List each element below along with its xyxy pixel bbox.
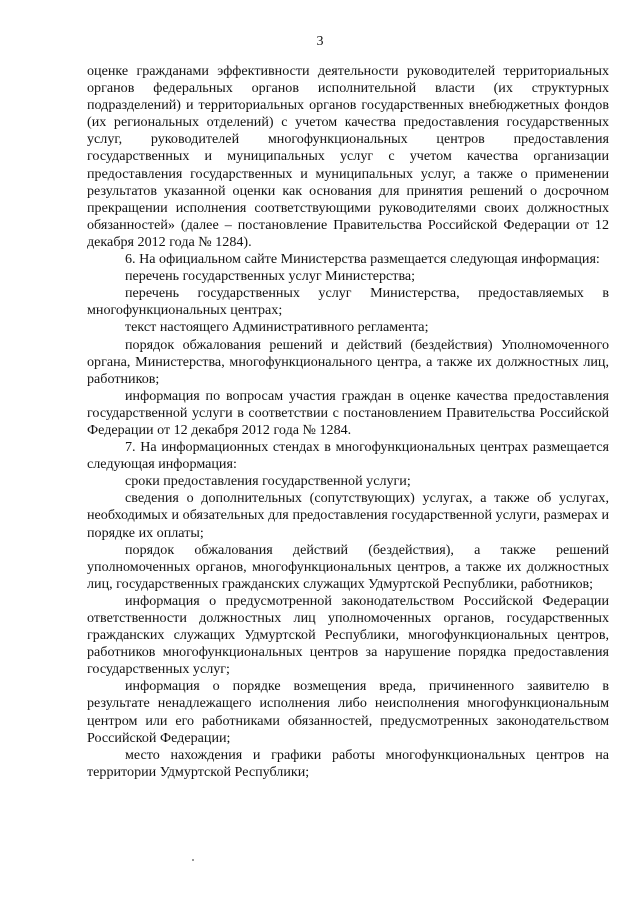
list-item: сроки предоставления государственной услуги; bbox=[125, 473, 411, 490]
list-item: перечень государственных услуг Министерства; bbox=[125, 268, 416, 285]
list-item: сведения о дополнительных (сопутствующих) услугах, а также об услугах, необходимых и обязательных для предоставления государственной услуги, размерах и порядке их оплаты; bbox=[87, 490, 609, 541]
list-item: информация о предусмотренной законодательством Российской Федерации ответственности должностных лиц уполномоченных органов, государственных гражданских служащих Удмуртской Республики, многофункциональных центров, работников многофункциональных центров за нарушение порядка предоставления государственных услуг; bbox=[87, 592, 609, 678]
list-item: текст настоящего Административного регламента; bbox=[125, 319, 429, 336]
list-item: информация по вопросам участия граждан в оценке качества предоставления государственной услуги в соответствии с постановлением Правительства Российской Федерации от 12 декабря 2012 года № 1284. bbox=[87, 387, 609, 438]
list-item: порядок обжалования действий (бездействия), а также решений уполномоченных органов, многофункциональных центров, а также их должностных лиц, государственных гражданских служащих Удмуртской Республики, работников; bbox=[87, 541, 609, 592]
paragraph-continuation: оценке гражданами эффективности деятельности руководителей территориальных органов федеральных органов исполнительной власти (их структурных подразделений) и территориальных органов государственных внебюджетных фондов (их региональных отделений) с учетом качества предоставления государственных услуг, руководителей многофункциональных центров предоставления государственных и муниципальных услуг с учетом качества организации предоставления государственных и муниципальных услуг, а также о применении результатов указанной оценки как основания для принятия решений о досрочном прекращении исполнения соответствующими руководителями своих должностных обязанностей» (далее – постановление Правительства Российской Федерации от 12 декабря 2012 года № 1284). bbox=[87, 63, 609, 250]
scan-speck bbox=[192, 859, 194, 861]
paragraph-item-6: 6. На официальном сайте Министерства размещается следующая информация: bbox=[125, 251, 600, 268]
list-item: место нахождения и графики работы многофункциональных центров на территории Удмуртской Республики; bbox=[87, 746, 609, 780]
page-number: 3 bbox=[316, 34, 324, 49]
list-item: информация о порядке возмещения вреда, причиненного заявителю в результате ненадлежащего исполнения либо неисполнения многофункциональным центром или его работниками обязанностей, предусмотренных законодательством Российской Федерации; bbox=[87, 678, 609, 746]
list-item: порядок обжалования решений и действий (бездействия) Уполномоченного органа, Министерства, многофункционального центра, а также их должностных лиц, работников; bbox=[87, 336, 609, 387]
document-body bbox=[87, 63, 609, 781]
paragraph-item-7: 7. На информационных стендах в многофункциональных центрах размещается следующая информация: bbox=[87, 439, 609, 473]
list-item: перечень государственных услуг Министерства, предоставляемых в многофункциональных центрах; bbox=[87, 285, 609, 319]
